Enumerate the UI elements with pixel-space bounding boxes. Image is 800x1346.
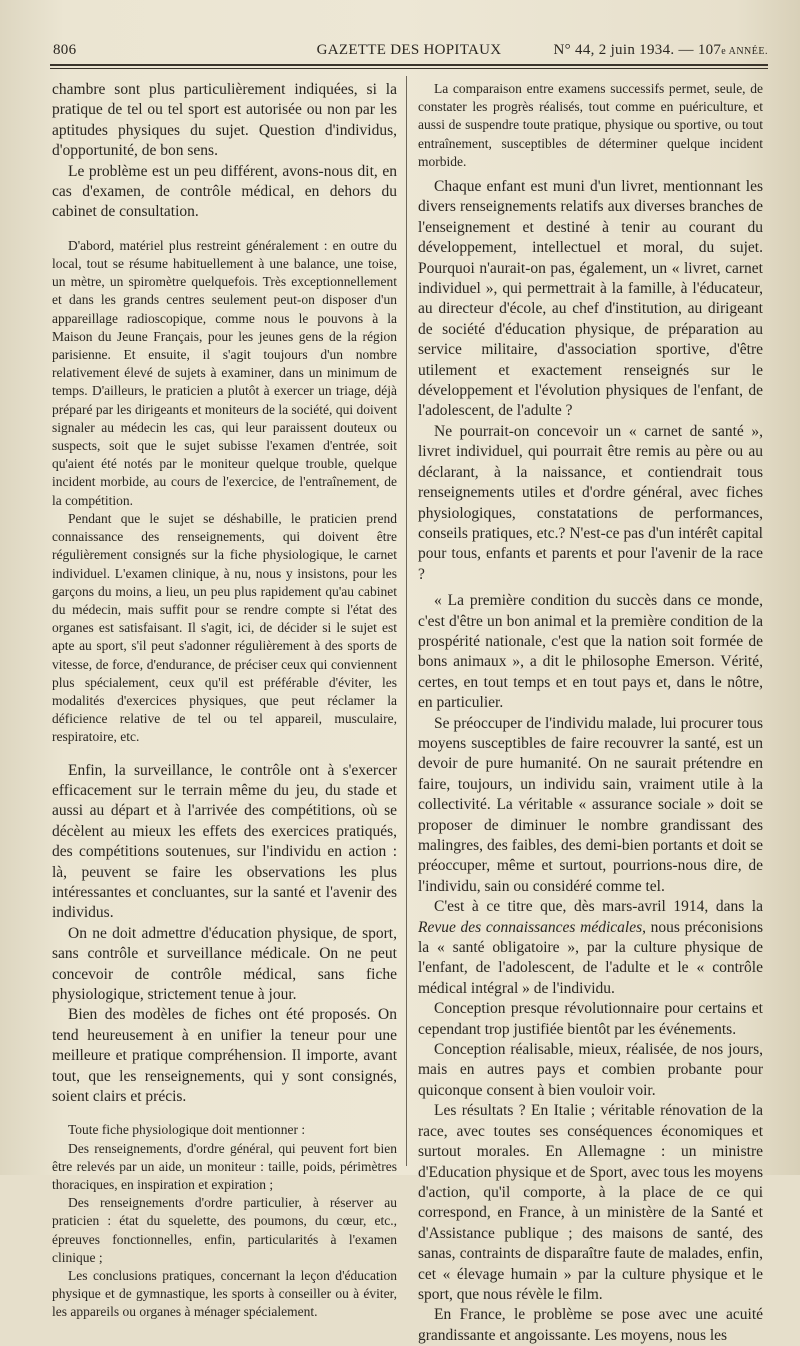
paragraph: chambre sont plus particulièrement indiquées, si la pratique de tel ou tel sport est autorisée ou non par les aptitudes physiques du sujet. Question d'individus, d'opportunité, de bon sens. <box>52 81 397 160</box>
issue-date: N° 44, 2 juin 1934. — 107 <box>553 42 722 58</box>
header-rule-thick <box>50 64 768 66</box>
quote-paragraph: « La première condition du succès dans ce monde, c'est d'être un bon animal et la première condition de la prospérité nationale, c'est que la nation soit formée de bons animaux », a dit le philosophe Emerson. Vérité, certes, en tout temps et en tout pays et, dans le nôtre, en particulier. <box>418 592 763 712</box>
right-column <box>418 80 763 1346</box>
paragraph <box>418 897 763 999</box>
paragraph: Ne pourrait-on concevoir un « carnet de santé », livret individuel, qui pourrait être remis au père ou au déclarant, à la naissance, et contiendrait tous renseignements utiles et d'ordre général, avec fiches physiologiques, constatations de performances, conseils pratiques, etc.? N'est-ce pas d'un intérêt capital pour tous, enfants et parents et pour l'avenir de la race ? <box>418 422 763 583</box>
paragraph: Chaque enfant est muni d'un livret, mentionnant les divers renseignements relatifs aux diverses branches de l'enseignement et destiné à tenir au courant du développement, intellectuel et moral, du sujet. Pourquoi n'aurait-on pas, également, un « livret, carnet individuel », qui permettrait à la famille, à l'éducateur, au directeur d'école, au chef d'institution, au dirigeant de société d'éducation physique, de préparation au service militaire, d'association sportive, d'être utilement et exactement renseignés sur le développement et l'évolution physiques de l'enfant, de l'adolescent, de l'adulte ? <box>418 178 763 420</box>
header-rule-thin <box>50 68 768 69</box>
list-item: Des renseignements d'ordre particulier, à réserver au praticien : état du squelette, des poumons, du cœur, etc., épreuves fonctionnelles, enfin, particularités à l'examen clinique ; <box>52 1195 397 1265</box>
paragraph: Se préoccuper de l'individu malade, lui procurer tous moyens susceptibles de faire recouvrer la santé, est un devoir de pure humanité. On ne saurait prétendre en faire, toujours, un individu sain, vraiment utile à la collectivité. La véritable « assurance sociale » doit se proposer de diminuer le nombre grandissant des malingres, des faibles, des demi-bien portants et doit se préoccuper, même et surtout, pourrions-nous dire, de l'individu, sain ou considéré comme tel. <box>418 714 763 895</box>
paragraph: Enfin, la surveillance, le contrôle ont à s'exercer efficacement sur le terrain même du jeu, du stade et aussi au départ et à l'arrivée des compétitions, où se décèlent au mieux les effets des exercices pratiqués, des compétitions soutenues, sur l'individu en action : là, peuvent se faire les observations les plus intéressantes et concluantes, sur la santé et l'avenir des individus. <box>52 761 397 922</box>
paragraph: Conception réalisable, mieux, réalisée, de nos jours, mais en autres pays et combien probante pour quiconque consent à bien vouloir voir. <box>418 1041 763 1099</box>
list-intro: Toute fiche physiologique doit mentionner : <box>68 1122 306 1138</box>
issue-year-suffix: e ANNÉE. <box>721 46 768 57</box>
paragraph: La comparaison entre examens successifs permet, seule, de constater les progrès réalisés, tout comme en puériculture, et aussi de suspendre toute pratique, physique ou sportive, ou tout entraînement, susceptibles de déterminer quelque incident morbide. <box>418 81 763 169</box>
issue-info <box>554 42 768 59</box>
text-run: C'est à ce titre que, dès mars-avril 1914, dans la <box>434 898 763 916</box>
list-item: Des renseignements, d'ordre général, qui peuvent fort bien être relevés par un aide, un moniteur : taille, poids, périmètres thoraciques, en inspiration et expiration ; <box>52 1140 397 1193</box>
paragraph: On ne doit admettre d'éducation physique, de sport, sans contrôle et surveillance médicale. On ne peut concevoir de contrôle médical, sans fiche physiologique, strictement tenue à jour. <box>52 924 397 1003</box>
list-item: Les conclusions pratiques, concernant la leçon d'éducation physique et de gymnastique, les sports à conseiller ou à éviter, les appareils ou organes à ménager spécialement. <box>52 1268 397 1320</box>
page-header <box>50 40 768 62</box>
paragraph: En France, le problème se pose avec une acuité grandissante et angoissante. Les moyens, nous les <box>418 1306 763 1344</box>
paragraph: Conception presque révolutionnaire pour certains et cependant trop justifiée bientôt par les événements. <box>418 1000 763 1038</box>
paragraph: Les résultats ? En Italie ; véritable rénovation de la race, avec toutes ses conséquences économiques et surtout morales. En Allemagne : un ministre d'Education physique et de Sport, avec tous les moyens d'action, qu'il comporte, à la place de ce qui correspond, en France, à un ministère de la Santé et d'Assistance publique ; des maisons de santé, des sanas, contraints de disparaître faute de malades, enfin, cet « élevage humain » par la culture physique et le sport, que nous révèle le film. <box>418 1102 763 1303</box>
paragraph: D'abord, matériel plus restreint généralement : en outre du local, tout se résume habituellement à une balance, une toise, un mètre, un spiromètre quelquefois. Très exceptionnellement et dans les grands centres seulement peut-on disposer d'un appareillage radioscopique, comme nous le pouvons à la Maison du Jeune Français, pour les jeunes gens de la région parisienne. Et ensuite, il s'agit toujours d'un nombre relativement élevé de sujets à examiner, dans un minimum de temps. D'ailleurs, le praticien a plutôt à exercer un triage, déjà préparé par les dirigeants et moniteurs de la société, qui doivent signaler au médecin les cas, qui leur paraissent douteux ou suspects, soit que le sujet subisse l'examen d'entrée, soit qu'aient été notés par le moniteur quelque trouble, quelque incident morbide, au cours de l'exercice, de l'entraînement, de la compétition. <box>52 237 397 508</box>
column-divider <box>406 76 407 1166</box>
page-number: 806 <box>53 42 77 58</box>
paragraph: Bien des modèles de fiches ont été proposés. On tend heureusement à en unifier la teneur pour une meilleure et pratique compréhension. Il importe, avant tout, que les renseignements, qui y sont consignés, soient clairs et précis. <box>52 1006 397 1106</box>
journal-reference: Revue des connaissances médicales <box>418 918 643 936</box>
text-run: , nous préconisions la « santé obligatoire », par la culture physique de l'enfant, de l'adolescent, de l'adulte et le « contrôle médical intégral » de l'individu. <box>418 918 763 997</box>
left-column <box>52 80 397 1322</box>
paragraph: Pendant que le sujet se déshabille, le praticien prend connaissance des renseignements, qui doivent être régulièrement consignés sur la fiche physiologique, le carnet individuel. L'examen clinique, à nu, nous y insistons, pour les garçons du moins, a lieu, un peu plus rapidement qu'au cabinet du médecin, mais suffit pour se rendre compte si l'état des organes est satisfaisant. Il s'agit, ici, de décider si le sujet est apte au sport, s'il peut s'adonner régulièrement à des sports de vitesse, de force, d'endurance, de préciser ceux qui conviennent plus spécialement, ceux qu'il est préférable d'éviter, les modalités d'exercices physiques, que peut réclamer la déficience relative de tel ou tel appareil, musculaire, respiratoire, etc. <box>52 510 397 745</box>
journal-title: GAZETTE DES HOPITAUX <box>316 42 502 58</box>
paragraph: Le problème est un peu différent, avons-nous dit, en cas d'examen, de contrôle médical, en dehors du cabinet de consultation. <box>52 162 397 221</box>
